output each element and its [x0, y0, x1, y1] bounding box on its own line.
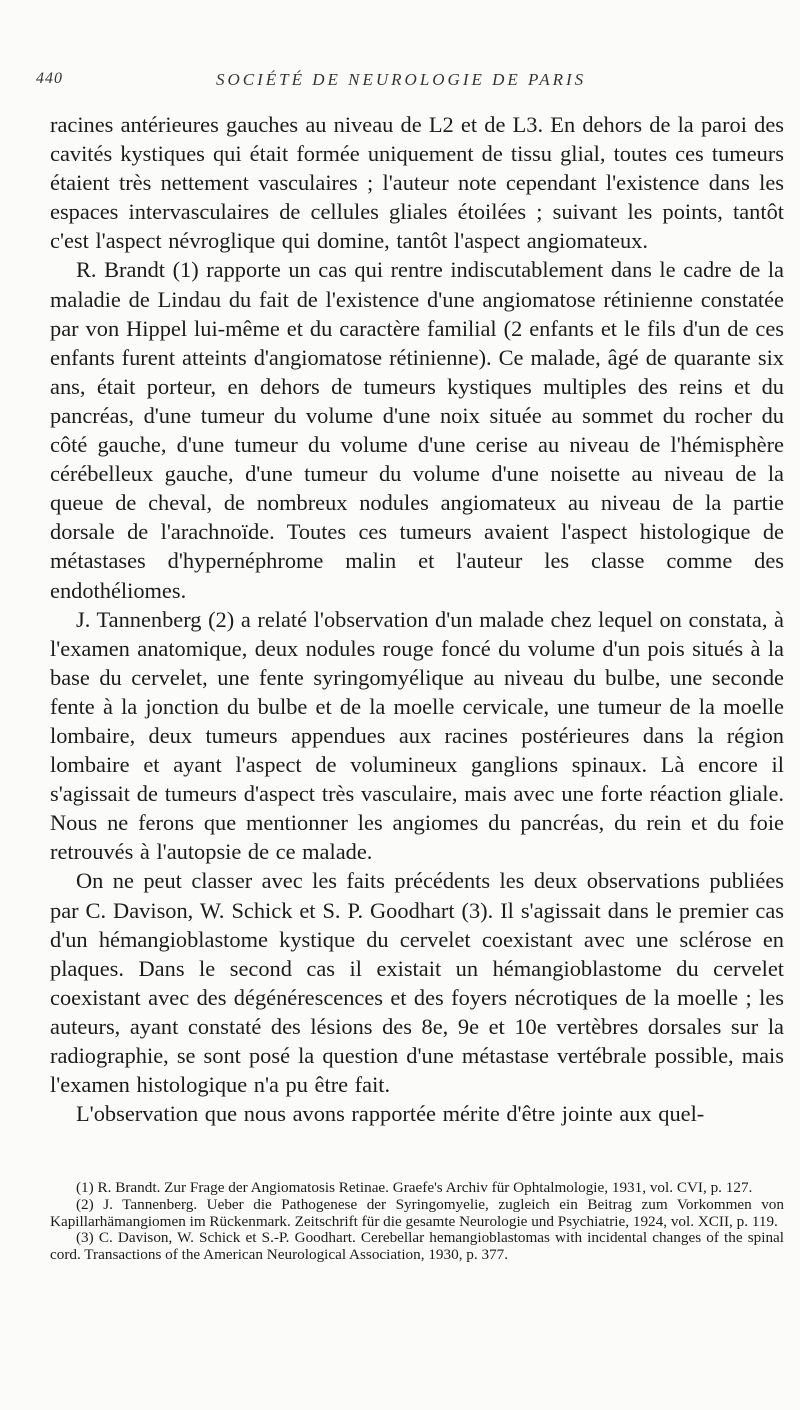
paragraph-continuation: racines antérieures gauches au niveau de L2 et de L3. En dehors de la paroi des cavités kystiques qui était formée uniquement de tissu glial, toutes ces tumeurs étaient très nettement vasculaires ; l'auteur note cependant l'existence dans les espaces intervasculaires de cellules gliales étoilées ; suivant les points, tantôt c'est l'aspect névroglique qui domine, tantôt l'aspect angiomateux. — [50, 112, 784, 254]
paragraph-tannenberg: J. Tannenberg (2) a relaté l'observation d'un malade chez lequel on constata, à l'examen anatomique, deux nodules rouge foncé du volume d'un pois situés à la base du cervelet, une fente syringomyélique au niveau du bulbe, une seconde fente à la jonction du bulbe et de la moelle cervicale, une tumeur de la moelle lombaire, deux tumeurs appendues aux racines postérieures dans la région lombaire et ayant l'aspect de volumineux ganglions spinaux. Là encore il s'agissait de tumeurs d'aspect très vasculaire, mais avec une forte réaction gliale. Nous ne ferons que mentionner les angiomes du pancréas, du rein et du foie retrouvés à l'autopsie de ce malade. — [50, 606, 784, 865]
paragraph-brandt: R. Brandt (1) rapporte un cas qui rentre indiscutablement dans le cadre de la maladie de Lindau du fait de l'existence d'une angiomatose rétinienne constatée par von Hippel lui-même et du caractère familial (2 enfants et le fils d'un de ces enfants furent atteints d'angiomatose rétinienne). Ce malade, âgé de quarante six ans, était porteur, en dehors de tumeurs kystiques multiples des reins et du pancréas, d'une tumeur du volume d'une noix située au sommet du rocher du côté gauche, d'une tumeur du volume d'une cerise au niveau de l'hémisphère cérébelleux gauche, d'une tumeur du volume d'une noisette au niveau de la queue de cheval, de nombreux nodules angiomateux au niveau de la partie dorsale de l'arachnoïde. Toutes ces tumeurs avaient l'aspect histologique de métastases d'hypernéphrome malin et l'auteur les classe comme des endothéliomes. — [50, 257, 784, 603]
footnotes — [50, 1180, 784, 1264]
paragraph-davison: On ne peut classer avec les faits précédents les deux observations publiées par C. Davison, W. Schick et S. P. Goodhart (3). Il s'agissait dans le premier cas d'un hémangioblastome kystique du cervelet coexistant avec une sclérose en plaques. Dans le second cas il existait un hémangioblastome du cervelet coexistant avec des dégénérescences et des foyers nécrotiques de la moelle ; les auteurs, ayant constaté des lésions des 8e, 9e et 10e vertèbres dorsales sur la radiographie, se sont posé la question d'une métastase vertébrale possible, mais l'examen histologique n'a pu être fait. — [50, 868, 784, 1098]
page-number: 440 — [36, 70, 63, 87]
footnote-1: (1) R. Brandt. Zur Frage der Angiomatosis Retinae. Graefe's Archiv für Ophtalmologie, 1931, vol. CVI, p. 127. — [76, 1179, 753, 1196]
running-head — [36, 70, 784, 94]
footnote-3: (3) C. Davison, W. Schick et S.-P. Goodhart. Cerebellar hemangioblastomas with incidental changes of the spinal cord. Transactions of the American Neurological Association, 1930, p. 377. — [50, 1229, 784, 1264]
body-text — [50, 110, 784, 1128]
paragraph-observation: L'observation que nous avons rapportée mérite d'être jointe aux quel- — [76, 1101, 705, 1127]
footnote-2: (2) J. Tannenberg. Ueber die Pathogenese der Syringomyelie, zugleich ein Beitrag zum Vorkommen von Kapillarhämangiomen im Rückenmark. Zeitschrift für die gesamte Neurologie und Psychiatrie, 1924, vol. XCII, p. 119. — [50, 1195, 784, 1230]
journal-title: SOCIÉTÉ DE NEUROLOGIE DE PARIS — [216, 70, 587, 89]
